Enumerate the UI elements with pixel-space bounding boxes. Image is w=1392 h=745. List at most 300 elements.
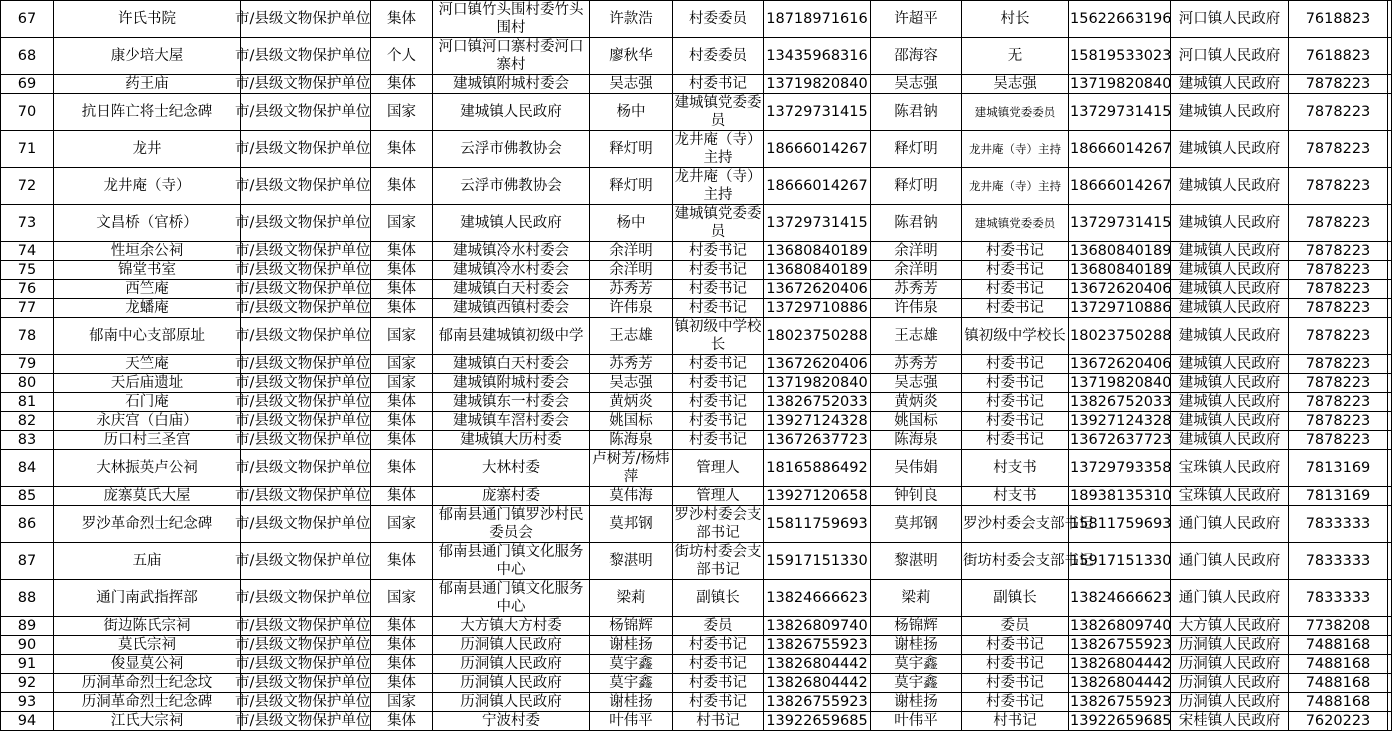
- contact-person-cell[interactable]: 姚国标: [871, 412, 962, 431]
- responsible-phone-cell[interactable]: 13435968316: [764, 38, 871, 75]
- ownership-cell[interactable]: 集体: [371, 712, 433, 731]
- township-phone-cell[interactable]: 7833333: [1289, 543, 1388, 580]
- responsible-phone-cell[interactable]: 13672620406: [764, 280, 871, 299]
- responsible-person-cell[interactable]: 梁莉: [590, 580, 673, 617]
- protection-level-cell[interactable]: 市/县级文物保护单位: [235, 656, 371, 672]
- table-row[interactable]: [1, 374, 1392, 393]
- management-unit-cell[interactable]: 郁南县通门镇文化服务中心: [433, 580, 590, 617]
- township-phone-cell[interactable]: 7878223: [1289, 242, 1388, 261]
- management-unit-cell[interactable]: 庞寨村委: [433, 487, 590, 506]
- township-phone-cell[interactable]: 7620223: [1289, 712, 1388, 731]
- responsible-phone-cell[interactable]: 15811759693: [764, 506, 871, 543]
- responsible-title-cell[interactable]: 建城镇党委委员: [674, 206, 762, 240]
- responsible-person-cell[interactable]: 卢树芳/杨炜萍: [590, 450, 673, 487]
- responsible-person-cell[interactable]: 黎湛明: [590, 543, 673, 580]
- township-phone-cell[interactable]: 7813169: [1289, 487, 1388, 506]
- responsible-title-cell[interactable]: 村委书记: [673, 412, 764, 431]
- responsible-person-cell[interactable]: 释灯明: [590, 131, 673, 168]
- township-phone-cell[interactable]: 7878223: [1289, 261, 1388, 280]
- township-phone-cell[interactable]: 7878223: [1289, 412, 1388, 431]
- responsible-phone-cell[interactable]: 13719820840: [764, 374, 871, 393]
- contact-phone-cell[interactable]: 13826809740: [1070, 618, 1172, 634]
- site-name-cell[interactable]: 许氏书院: [54, 1, 241, 38]
- protection-level-cell[interactable]: 市/县级文物保护单位: [235, 356, 371, 372]
- management-unit-cell[interactable]: 大林村委: [433, 450, 590, 487]
- management-unit-cell[interactable]: 郁南县建城镇初级中学: [433, 318, 590, 355]
- township-government-cell[interactable]: 宝珠镇人民政府: [1171, 450, 1289, 487]
- site-name-cell[interactable]: 罗沙革命烈士纪念碑: [54, 506, 241, 543]
- ownership-cell[interactable]: 集体: [371, 655, 433, 674]
- contact-person-cell[interactable]: 邵海容: [871, 38, 962, 75]
- responsible-person-cell[interactable]: 黄炳炎: [590, 393, 673, 412]
- township-government-cell[interactable]: 建城镇人民政府: [1171, 412, 1289, 431]
- responsible-person-cell[interactable]: 吴志强: [590, 374, 673, 393]
- contact-person-cell[interactable]: 苏秀芳: [871, 355, 962, 374]
- township-government-cell[interactable]: 建城镇人民政府: [1171, 280, 1289, 299]
- responsible-title-cell[interactable]: 管理人: [673, 487, 764, 506]
- responsible-title-cell[interactable]: 龙井庵（寺）主持: [674, 132, 762, 166]
- site-name-cell[interactable]: 文昌桥（官桥）: [54, 205, 241, 242]
- responsible-person-cell[interactable]: 余洋明: [590, 242, 673, 261]
- site-name-cell[interactable]: 莫氏宗祠: [54, 636, 241, 655]
- contact-person-cell[interactable]: 莫宇鑫: [871, 655, 962, 674]
- protection-level-cell[interactable]: 市/县级文物保护单位: [235, 281, 371, 297]
- contact-phone-cell[interactable]: 13826804442: [1070, 656, 1172, 672]
- township-phone-cell[interactable]: 7878223: [1289, 94, 1388, 131]
- ownership-cell[interactable]: 国家: [371, 374, 433, 393]
- responsible-phone-cell[interactable]: 15917151330: [764, 543, 871, 580]
- contact-phone-cell[interactable]: 15811759693: [1069, 506, 1171, 543]
- site-name-cell[interactable]: 康少培大屋: [54, 38, 241, 75]
- responsible-person-cell[interactable]: 许款浩: [590, 1, 673, 38]
- row-number-cell[interactable]: 91: [1, 655, 54, 674]
- table-row[interactable]: [1, 94, 1392, 131]
- responsible-title-cell[interactable]: 管理人: [673, 450, 764, 487]
- responsible-title-cell[interactable]: 村委书记: [673, 75, 764, 94]
- protection-level-cell[interactable]: 市/县级文物保护单位: [241, 506, 371, 543]
- township-phone-cell[interactable]: 7878223: [1289, 431, 1388, 450]
- contact-person-cell[interactable]: 谢桂扬: [871, 636, 962, 655]
- table-row[interactable]: [1, 431, 1392, 450]
- township-phone-cell[interactable]: 7488168: [1289, 693, 1388, 712]
- responsible-phone-cell[interactable]: 13826752033: [764, 393, 871, 412]
- contact-phone-cell[interactable]: 13680840189: [1070, 243, 1172, 259]
- contact-phone-cell[interactable]: 13826752033: [1070, 394, 1172, 410]
- responsible-person-cell[interactable]: 苏秀芳: [590, 280, 673, 299]
- contact-phone-cell[interactable]: 13729731415: [1069, 205, 1171, 242]
- management-unit-cell[interactable]: 历洞镇人民政府: [433, 693, 590, 712]
- responsible-phone-cell[interactable]: 13826809740: [764, 617, 871, 636]
- row-number-cell[interactable]: 72: [1, 168, 54, 205]
- responsible-phone-cell[interactable]: 13826755923: [764, 636, 871, 655]
- township-phone-cell[interactable]: 7833333: [1289, 580, 1388, 617]
- protection-level-cell[interactable]: 市/县级文物保护单位: [241, 94, 371, 131]
- protection-level-cell[interactable]: 市/县级文物保护单位: [235, 618, 371, 634]
- contact-person-cell[interactable]: 叶伟平: [871, 712, 962, 731]
- contact-person-cell[interactable]: 钟钊良: [871, 487, 962, 506]
- contact-phone-cell[interactable]: 13719820840: [1070, 76, 1172, 92]
- site-name-cell[interactable]: 庞寨莫氏大屋: [54, 487, 241, 506]
- protection-level-cell[interactable]: 市/县级文物保护单位: [241, 450, 371, 487]
- contact-title-cell[interactable]: 村书记: [962, 712, 1069, 731]
- contact-phone-cell[interactable]: 13672620406: [1070, 281, 1172, 297]
- row-number-cell[interactable]: 86: [1, 506, 54, 543]
- protection-level-cell[interactable]: 市/县级文物保护单位: [241, 205, 371, 242]
- township-government-cell[interactable]: 历洞镇人民政府: [1171, 693, 1289, 712]
- contact-phone-cell[interactable]: 18666014267: [1069, 168, 1171, 205]
- responsible-phone-cell[interactable]: 13927124328: [764, 412, 871, 431]
- management-unit-cell[interactable]: 建城镇车滘村委会: [433, 412, 590, 431]
- management-unit-cell[interactable]: 大方镇大方村委: [433, 617, 590, 636]
- responsible-person-cell[interactable]: 莫伟海: [590, 487, 673, 506]
- contact-title-cell[interactable]: 村委书记: [962, 655, 1069, 674]
- table-row[interactable]: [1, 636, 1392, 655]
- ownership-cell[interactable]: 国家: [371, 355, 433, 374]
- contact-title-cell[interactable]: 村委书记: [962, 693, 1069, 712]
- township-government-cell[interactable]: 河口镇人民政府: [1171, 38, 1289, 75]
- management-unit-cell[interactable]: 建城镇人民政府: [433, 205, 590, 242]
- site-name-cell[interactable]: 江氏大宗祠: [54, 712, 241, 731]
- row-number-cell[interactable]: 80: [1, 374, 54, 393]
- township-phone-cell[interactable]: 7878223: [1289, 299, 1388, 318]
- protection-level-cell[interactable]: 市/县级文物保护单位: [241, 131, 371, 168]
- table-row[interactable]: [1, 543, 1392, 580]
- responsible-person-cell[interactable]: 杨中: [590, 94, 673, 131]
- contact-person-cell[interactable]: 梁莉: [871, 580, 962, 617]
- contact-phone-cell[interactable]: 15622663196: [1069, 1, 1171, 38]
- ownership-cell[interactable]: 国家: [371, 580, 433, 617]
- contact-person-cell[interactable]: 吴志强: [871, 75, 962, 94]
- ownership-cell[interactable]: 国家: [371, 318, 433, 355]
- responsible-title-cell[interactable]: 副镇长: [673, 580, 764, 617]
- responsible-title-cell[interactable]: 村委书记: [673, 280, 764, 299]
- contact-person-cell[interactable]: 黄炳炎: [871, 393, 962, 412]
- row-number-cell[interactable]: 77: [1, 299, 54, 318]
- site-name-cell[interactable]: 历口村三圣宫: [54, 431, 241, 450]
- management-unit-cell[interactable]: 建城镇大历村委: [433, 431, 590, 450]
- management-unit-cell[interactable]: 历洞镇人民政府: [433, 674, 590, 693]
- responsible-title-cell[interactable]: 村委书记: [673, 693, 764, 712]
- responsible-person-cell[interactable]: 廖秋华: [590, 38, 673, 75]
- ownership-cell[interactable]: 集体: [371, 299, 433, 318]
- management-unit-cell[interactable]: 建城镇冷水村委会: [433, 242, 590, 261]
- responsible-title-cell[interactable]: 村委书记: [673, 431, 764, 450]
- management-unit-cell[interactable]: 云浮市佛教协会: [433, 131, 590, 168]
- contact-phone-cell[interactable]: 13824666623: [1069, 580, 1171, 617]
- responsible-phone-cell[interactable]: 13824666623: [764, 580, 871, 617]
- township-government-cell[interactable]: 建城镇人民政府: [1171, 205, 1289, 242]
- township-government-cell[interactable]: 建城镇人民政府: [1171, 131, 1289, 168]
- contact-phone-cell[interactable]: 13680840189: [1070, 262, 1172, 278]
- row-number-cell[interactable]: 89: [1, 617, 54, 636]
- protection-level-cell[interactable]: 市/县级文物保护单位: [241, 580, 371, 617]
- township-phone-cell[interactable]: 7878223: [1289, 205, 1388, 242]
- responsible-title-cell[interactable]: 村委书记: [673, 393, 764, 412]
- contact-title-cell[interactable]: 副镇长: [962, 580, 1069, 617]
- management-unit-cell[interactable]: 建城镇东一村委会: [433, 393, 590, 412]
- contact-person-cell[interactable]: 释灯明: [871, 131, 962, 168]
- row-number-cell[interactable]: 79: [1, 355, 54, 374]
- responsible-phone-cell[interactable]: 13729731415: [764, 94, 871, 131]
- contact-title-cell[interactable]: 吴志强: [962, 75, 1069, 94]
- township-government-cell[interactable]: 建城镇人民政府: [1171, 299, 1289, 318]
- township-government-cell[interactable]: 建城镇人民政府: [1171, 393, 1289, 412]
- contact-person-cell[interactable]: 许超平: [871, 1, 962, 38]
- township-government-cell[interactable]: 建城镇人民政府: [1171, 431, 1289, 450]
- row-number-cell[interactable]: 74: [1, 242, 54, 261]
- table-row[interactable]: [1, 75, 1392, 94]
- responsible-title-cell[interactable]: 街坊村委会支部书记: [674, 544, 762, 578]
- responsible-phone-cell[interactable]: 18666014267: [764, 168, 871, 205]
- site-name-cell[interactable]: 永庆宫（白庙）: [54, 412, 241, 431]
- contact-title-cell[interactable]: 村委书记: [962, 393, 1069, 412]
- responsible-title-cell[interactable]: 罗沙村委会支部书记: [674, 507, 762, 541]
- contact-phone-cell[interactable]: 13719820840: [1070, 375, 1172, 391]
- management-unit-cell[interactable]: 建城镇白天村委会: [433, 280, 590, 299]
- responsible-person-cell[interactable]: 杨锦辉: [590, 617, 673, 636]
- site-name-cell[interactable]: 药王庙: [54, 75, 241, 94]
- management-unit-cell[interactable]: 郁南县通门镇文化服务中心: [433, 543, 590, 580]
- row-number-cell[interactable]: 87: [1, 543, 54, 580]
- township-phone-cell[interactable]: 7878223: [1289, 75, 1388, 94]
- responsible-phone-cell[interactable]: 13672620406: [764, 355, 871, 374]
- contact-person-cell[interactable]: 余洋明: [871, 261, 962, 280]
- responsible-person-cell[interactable]: 莫宇鑫: [590, 674, 673, 693]
- site-name-cell[interactable]: 西竺庵: [54, 280, 241, 299]
- contact-phone-cell[interactable]: 15917151330: [1069, 543, 1171, 580]
- table-row[interactable]: [1, 318, 1392, 355]
- responsible-title-cell[interactable]: 村委委员: [673, 1, 764, 38]
- township-government-cell[interactable]: 历洞镇人民政府: [1171, 655, 1289, 674]
- site-name-cell[interactable]: 性垣余公祠: [54, 242, 241, 261]
- site-name-cell[interactable]: 龙井: [54, 131, 241, 168]
- table-row[interactable]: [1, 674, 1392, 693]
- responsible-title-cell[interactable]: 村委书记: [673, 261, 764, 280]
- responsible-person-cell[interactable]: 谢桂扬: [590, 693, 673, 712]
- ownership-cell[interactable]: 集体: [371, 131, 433, 168]
- row-number-cell[interactable]: 85: [1, 487, 54, 506]
- responsible-person-cell[interactable]: 苏秀芳: [590, 355, 673, 374]
- management-unit-cell[interactable]: 建城镇附城村委会: [433, 75, 590, 94]
- township-phone-cell[interactable]: 7878223: [1289, 131, 1388, 168]
- management-unit-cell[interactable]: 云浮市佛教协会: [433, 168, 590, 205]
- table-row[interactable]: [1, 712, 1392, 731]
- row-number-cell[interactable]: 92: [1, 674, 54, 693]
- protection-level-cell[interactable]: 市/县级文物保护单位: [235, 432, 371, 448]
- table-row[interactable]: [1, 412, 1392, 431]
- ownership-cell[interactable]: 集体: [371, 674, 433, 693]
- row-number-cell[interactable]: 88: [1, 580, 54, 617]
- responsible-phone-cell[interactable]: 13826755923: [764, 693, 871, 712]
- responsible-person-cell[interactable]: 许伟泉: [590, 299, 673, 318]
- site-name-cell[interactable]: 通门南武指挥部: [54, 580, 241, 617]
- contact-phone-cell[interactable]: 13672620406: [1070, 356, 1172, 372]
- table-row[interactable]: [1, 299, 1392, 318]
- row-number-cell[interactable]: 78: [1, 318, 54, 355]
- contact-person-cell[interactable]: 陈君钠: [871, 94, 962, 131]
- responsible-title-cell[interactable]: 委员: [673, 617, 764, 636]
- responsible-title-cell[interactable]: 镇初级中学校长: [674, 319, 762, 353]
- row-number-cell[interactable]: 75: [1, 261, 54, 280]
- township-phone-cell[interactable]: 7833333: [1289, 506, 1388, 543]
- responsible-title-cell[interactable]: 村委委员: [673, 38, 764, 75]
- responsible-title-cell[interactable]: 村委书记: [673, 299, 764, 318]
- responsible-title-cell[interactable]: 村委书记: [673, 674, 764, 693]
- row-number-cell[interactable]: 84: [1, 450, 54, 487]
- table-row[interactable]: [1, 655, 1392, 674]
- contact-person-cell[interactable]: 莫邦钢: [871, 506, 962, 543]
- township-phone-cell[interactable]: 7878223: [1289, 393, 1388, 412]
- site-name-cell[interactable]: 天后庙遗址: [54, 374, 241, 393]
- responsible-phone-cell[interactable]: 13729710886: [764, 299, 871, 318]
- contact-title-cell[interactable]: 建城镇党委委员: [962, 94, 1069, 131]
- township-government-cell[interactable]: 建城镇人民政府: [1171, 168, 1289, 205]
- ownership-cell[interactable]: 个人: [371, 38, 433, 75]
- ownership-cell[interactable]: 国家: [371, 506, 433, 543]
- site-name-cell[interactable]: 街边陈氏宗祠: [54, 617, 241, 636]
- protection-level-cell[interactable]: 市/县级文物保护单位: [241, 318, 371, 355]
- ownership-cell[interactable]: 集体: [371, 75, 433, 94]
- management-unit-cell[interactable]: 建城镇附城村委会: [433, 374, 590, 393]
- contact-phone-cell[interactable]: 13672637723: [1070, 432, 1172, 448]
- township-phone-cell[interactable]: 7488168: [1289, 655, 1388, 674]
- responsible-title-cell[interactable]: 村书记: [673, 712, 764, 731]
- site-name-cell[interactable]: 历洞革命烈士纪念坟: [54, 674, 241, 693]
- contact-title-cell[interactable]: 建城镇党委委员: [962, 205, 1069, 242]
- row-number-cell[interactable]: 67: [1, 1, 54, 38]
- row-number-cell[interactable]: 83: [1, 431, 54, 450]
- contact-person-cell[interactable]: 吴伟娟: [871, 450, 962, 487]
- contact-title-cell[interactable]: 村支书: [962, 450, 1069, 487]
- protection-level-cell[interactable]: 市/县级文物保护单位: [241, 1, 371, 38]
- contact-phone-cell[interactable]: 13729793358: [1069, 450, 1171, 487]
- responsible-phone-cell[interactable]: 13680840189: [764, 242, 871, 261]
- township-phone-cell[interactable]: 7618823: [1289, 1, 1388, 38]
- responsible-person-cell[interactable]: 杨中: [590, 205, 673, 242]
- contact-title-cell[interactable]: 村委书记: [962, 299, 1069, 318]
- township-government-cell[interactable]: 河口镇人民政府: [1171, 1, 1289, 38]
- site-name-cell[interactable]: 石门庵: [54, 393, 241, 412]
- contact-phone-cell[interactable]: 13826755923: [1070, 694, 1172, 710]
- responsible-phone-cell[interactable]: 18718971616: [764, 1, 871, 38]
- contact-title-cell[interactable]: 村委书记: [962, 636, 1069, 655]
- row-number-cell[interactable]: 73: [1, 205, 54, 242]
- ownership-cell[interactable]: 集体: [371, 487, 433, 506]
- contact-title-cell[interactable]: 村支书: [962, 487, 1069, 506]
- protection-level-cell[interactable]: 市/县级文物保护单位: [235, 394, 371, 410]
- protection-level-cell[interactable]: 市/县级文物保护单位: [235, 243, 371, 259]
- township-government-cell[interactable]: 建城镇人民政府: [1171, 355, 1289, 374]
- ownership-cell[interactable]: 集体: [371, 617, 433, 636]
- township-government-cell[interactable]: 建城镇人民政府: [1171, 75, 1289, 94]
- contact-person-cell[interactable]: 吴志强: [871, 374, 962, 393]
- row-number-cell[interactable]: 71: [1, 131, 54, 168]
- township-government-cell[interactable]: 建城镇人民政府: [1171, 94, 1289, 131]
- table-row[interactable]: [1, 168, 1392, 205]
- contact-title-cell[interactable]: 街坊村委会支部书记: [962, 543, 1069, 580]
- township-government-cell[interactable]: 历洞镇人民政府: [1171, 674, 1289, 693]
- contact-title-cell[interactable]: 镇初级中学校长: [962, 318, 1069, 355]
- township-phone-cell[interactable]: 7488168: [1289, 674, 1388, 693]
- protection-level-cell[interactable]: 市/县级文物保护单位: [235, 488, 371, 504]
- township-government-cell[interactable]: 通门镇人民政府: [1171, 506, 1289, 543]
- ownership-cell[interactable]: 集体: [371, 393, 433, 412]
- ownership-cell[interactable]: 集体: [371, 450, 433, 487]
- responsible-phone-cell[interactable]: 13719820840: [764, 75, 871, 94]
- table-row[interactable]: [1, 261, 1392, 280]
- contact-phone-cell[interactable]: 13729731415: [1069, 94, 1171, 131]
- township-government-cell[interactable]: 建城镇人民政府: [1171, 318, 1289, 355]
- management-unit-cell[interactable]: 历洞镇人民政府: [433, 655, 590, 674]
- ownership-cell[interactable]: 集体: [371, 1, 433, 38]
- township-government-cell[interactable]: 大方镇人民政府: [1171, 617, 1289, 636]
- township-phone-cell[interactable]: 7878223: [1289, 280, 1388, 299]
- township-government-cell[interactable]: 建城镇人民政府: [1171, 261, 1289, 280]
- row-number-cell[interactable]: 81: [1, 393, 54, 412]
- ownership-cell[interactable]: 集体: [371, 431, 433, 450]
- contact-person-cell[interactable]: 谢桂扬: [871, 693, 962, 712]
- ownership-cell[interactable]: 集体: [371, 543, 433, 580]
- ownership-cell[interactable]: 集体: [371, 280, 433, 299]
- township-government-cell[interactable]: 建城镇人民政府: [1171, 374, 1289, 393]
- township-phone-cell[interactable]: 7878223: [1289, 168, 1388, 205]
- contact-title-cell[interactable]: 村委书记: [962, 261, 1069, 280]
- table-row[interactable]: [1, 617, 1392, 636]
- township-government-cell[interactable]: 历洞镇人民政府: [1171, 636, 1289, 655]
- contact-person-cell[interactable]: 莫宇鑫: [871, 674, 962, 693]
- row-number-cell[interactable]: 82: [1, 412, 54, 431]
- contact-person-cell[interactable]: 释灯明: [871, 168, 962, 205]
- township-government-cell[interactable]: 通门镇人民政府: [1171, 543, 1289, 580]
- protection-level-cell[interactable]: 市/县级文物保护单位: [235, 262, 371, 278]
- ownership-cell[interactable]: 国家: [371, 94, 433, 131]
- responsible-person-cell[interactable]: 王志雄: [590, 318, 673, 355]
- responsible-title-cell[interactable]: 龙井庵（寺）主持: [674, 169, 762, 203]
- table-row[interactable]: [1, 205, 1392, 242]
- protection-level-cell[interactable]: 市/县级文物保护单位: [235, 675, 371, 691]
- site-name-cell[interactable]: 龙蟠庵: [54, 299, 241, 318]
- contact-title-cell[interactable]: 村长: [962, 1, 1069, 38]
- site-name-cell[interactable]: 天竺庵: [54, 355, 241, 374]
- township-phone-cell[interactable]: 7878223: [1289, 355, 1388, 374]
- contact-phone-cell[interactable]: 18666014267: [1069, 131, 1171, 168]
- contact-title-cell[interactable]: 村委书记: [962, 412, 1069, 431]
- protection-level-cell[interactable]: 市/县级文物保护单位: [241, 543, 371, 580]
- township-government-cell[interactable]: 宝珠镇人民政府: [1171, 487, 1289, 506]
- protection-level-cell[interactable]: 市/县级文物保护单位: [235, 300, 371, 316]
- township-phone-cell[interactable]: 7813169: [1289, 450, 1388, 487]
- table-row[interactable]: [1, 580, 1392, 617]
- contact-phone-cell[interactable]: 13729710886: [1070, 300, 1172, 316]
- contact-title-cell[interactable]: 村委书记: [962, 280, 1069, 299]
- ownership-cell[interactable]: 集体: [371, 168, 433, 205]
- responsible-phone-cell[interactable]: 13680840189: [764, 261, 871, 280]
- contact-title-cell[interactable]: 村委书记: [962, 374, 1069, 393]
- responsible-person-cell[interactable]: 莫邦钢: [590, 506, 673, 543]
- responsible-person-cell[interactable]: 叶伟平: [590, 712, 673, 731]
- row-number-cell[interactable]: 70: [1, 94, 54, 131]
- contact-person-cell[interactable]: 苏秀芳: [871, 280, 962, 299]
- township-phone-cell[interactable]: 7488168: [1289, 636, 1388, 655]
- management-unit-cell[interactable]: 建城镇白天村委会: [433, 355, 590, 374]
- contact-title-cell[interactable]: 村委书记: [962, 355, 1069, 374]
- contact-person-cell[interactable]: 许伟泉: [871, 299, 962, 318]
- township-phone-cell[interactable]: 7618823: [1289, 38, 1388, 75]
- management-unit-cell[interactable]: 宁波村委: [433, 712, 590, 731]
- responsible-phone-cell[interactable]: 13826804442: [764, 655, 871, 674]
- contact-phone-cell[interactable]: 18023750288: [1069, 318, 1171, 355]
- responsible-person-cell[interactable]: 姚国标: [590, 412, 673, 431]
